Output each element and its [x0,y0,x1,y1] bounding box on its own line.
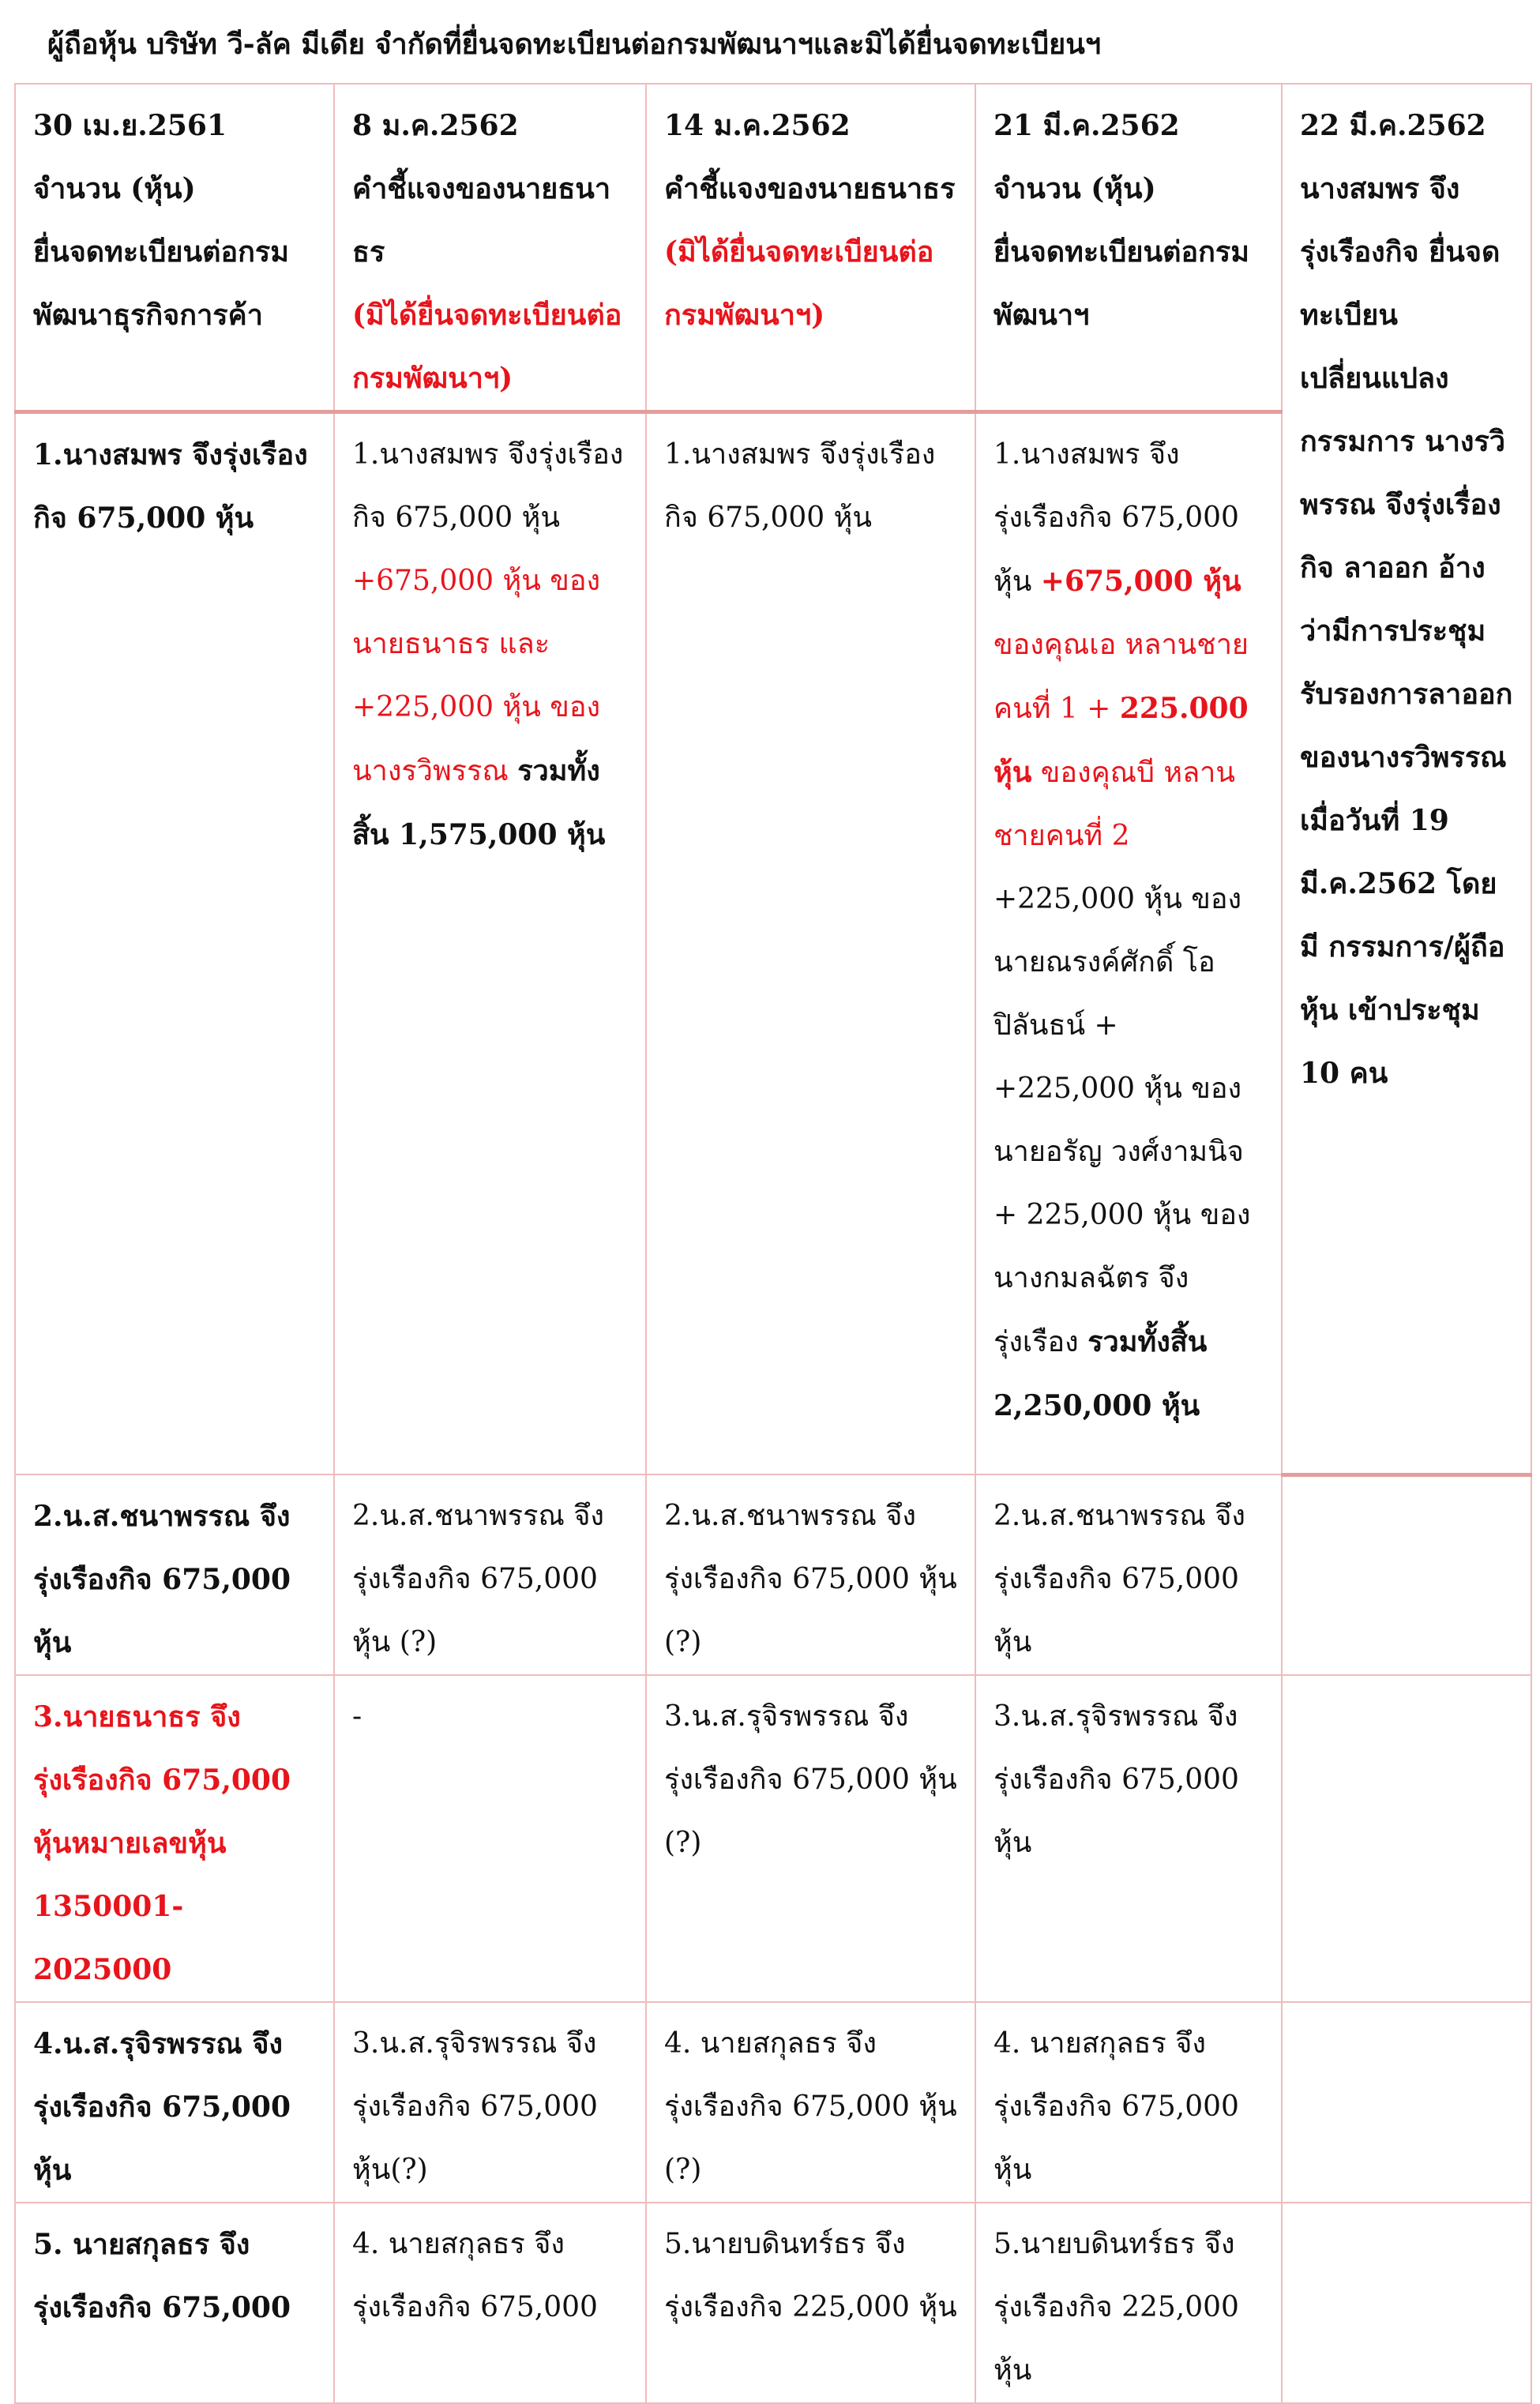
table-cell [975,412,1282,1475]
table-cell-empty [1282,1675,1531,2002]
header-date: 30 เม.ย.2561 [33,109,227,142]
header-cell-2562-03-21 [975,84,1282,412]
table-row [15,2002,1531,2203]
table-cell: 1.นางสมพร จึงรุ่งเรืองกิจ 675,000 หุ้น [15,412,334,1475]
header-sub: คำชี้แจงของนายธนาธร [352,172,611,269]
cell-text: +225,000 หุ้น ของนายณรงค์ศักดิ์ โอปิลันธน์ + +225,000 หุ้น ของนายอรัญ วงศ์งามนิจ + 225,000 หุ้น ของนางกมลฉัตร จึงรุ่งเรือง [993,883,1251,1358]
cell-text-highlight-bold: +675,000 หุ้น [1040,565,1241,598]
table-cell: 2.น.ส.ชนาพรรณ จึงรุ่งเรืองกิจ 675,000 หุ้น (?) [334,1474,646,1675]
header-date: 14 ม.ค.2562 [664,109,851,142]
table-cell-empty [1282,2002,1531,2203]
cell-text-highlight: ของคุณบี หลานชายคนที่ 2 [993,757,1235,852]
table-cell: 3.น.ส.รุจิรพรรณ จึงรุ่งเรืองกิจ 675,000 หุ้น(?) [334,2002,646,2203]
header-date: 8 ม.ค.2562 [352,109,519,142]
table-cell [334,412,646,1475]
table-cell: 3.น.ส.รุจิรพรรณ จึงรุ่งเรืองกิจ 675,000 หุ้น (?) [646,1675,975,2002]
header-row [15,84,1531,412]
cell-total: รวมทั้งสิ้น 2,250,000 หุ้น [993,1325,1208,1422]
header-desc: (มิได้ยื่นจดทะเบียนต่อกรมพัฒนาฯ) [352,299,622,395]
table-cell: 4. นายสกุลธร จึงรุ่งเรืองกิจ 675,000 หุ้น [975,2002,1282,2203]
table-cell: 5. นายสกุลธร จึงรุ่งเรืองกิจ 675,000 [15,2203,334,2403]
table-row [15,1675,1531,2002]
header-sub: จำนวน (หุ้น) [33,172,196,205]
table-row [15,1474,1531,1675]
table-cell: 4. นายสกุลธร จึงรุ่งเรืองกิจ 675,000 [334,2203,646,2403]
table-cell: 5.นายบดินทร์ธร จึงรุ่งเรืองกิจ 225,000 หุ้น [646,2203,975,2403]
header-cell-2561-04-30 [15,84,334,412]
table-cell: 1.นางสมพร จึงรุ่งเรืองกิจ 675,000 หุ้น [646,412,975,1475]
cell-text-highlight-bold: 225.000 หุ้น [993,692,1249,789]
cell-text-highlight: ของคุณเอ หลานชายคนที่ 1 + [993,629,1249,725]
table-cell: 2.น.ส.ชนาพรรณ จึงรุ่งเรืองกิจ 675,000 หุ้น [15,1474,334,1675]
cell-total: รวมทั้งสิ้น 1,575,000 หุ้น [352,754,606,851]
header-date: 21 มี.ค.2562 [993,109,1180,142]
header-desc: ยื่นจดทะเบียนต่อกรมพัฒนาธุรกิจการค้า [33,235,289,332]
shareholder-table [14,83,1532,2404]
table-cell-empty [1282,2203,1531,2403]
cell-text-highlight: +675,000 หุ้น ของนายธนาธร และ +225,000 หุ้น ของนางรวิพรรณ [352,565,601,787]
header-desc: (มิได้ยื่นจดทะเบียนต่อกรมพัฒนาฯ) [664,235,934,332]
header-cell-2562-01-14 [646,84,975,412]
cell-text: 1.นางสมพร จึงรุ่งเรืองกิจ 675,000 หุ้น [352,438,624,534]
table-cell: 3.นายธนาธร จึงรุ่งเรืองกิจ 675,000 หุ้นหมายเลขหุ้น 1350001-2025000 [15,1675,334,2002]
table-cell: 4. นายสกุลธร จึงรุ่งเรืองกิจ 675,000 หุ้น (?) [646,2002,975,2203]
table-cell: 2.น.ส.ชนาพรรณ จึงรุ่งเรืองกิจ 675,000 หุ้น (?) [646,1474,975,1675]
header-note: 22 มี.ค.2562 นางสมพร จึงรุ่งเรืองกิจ ยื่นจดทะเบียน เปลี่ยนแปลงกรรมการ นางรวิพรรณ จึงรุ่งเรื่องกิจ ลาออก อ้างว่ามีการประชุมรับรองการลาออก ของนางรวิพรรณ เมื่อวันที่ 19 มี.ค.2562 โดยมี กรรมการ/ผู้ถือหุ้น เข้าประชุม 10 คน [1300,109,1513,1090]
table-cell: 5.นายบดินทร์ธร จึงรุ่งเรืองกิจ 225,000 หุ้น [975,2203,1282,2403]
table-cell: 2.น.ส.ชนาพรรณ จึงรุ่งเรืองกิจ 675,000 หุ้น [975,1474,1282,1675]
header-sub: คำชี้แจงของนายธนาธร [664,172,956,205]
table-row [15,2203,1531,2403]
table-cell: - [334,1675,646,2002]
header-desc: ยื่นจดทะเบียนต่อกรมพัฒนาฯ [993,235,1249,332]
table-cell-empty [1282,1474,1531,1675]
table-cell: 4.น.ส.รุจิรพรรณ จึงรุ่งเรืองกิจ 675,000 หุ้น [15,2002,334,2203]
table-cell: 3.น.ส.รุจิรพรรณ จึงรุ่งเรืองกิจ 675,000 หุ้น [975,1675,1282,2002]
cell-text: 1.นางสมพร จึงรุ่งเรืองกิจ 675,000 หุ้น [993,438,1239,598]
header-sub: จำนวน (หุ้น) [993,172,1156,205]
page-title: ผู้ถือหุ้น บริษัท วี-ลัค มีเดีย จำกัดที่ยื่นจดทะเบียนต่อกรมพัฒนาฯและมิได้ยื่นจดทะเบียนฯ [47,28,1102,61]
header-cell-2562-03-22 [1282,84,1531,1474]
header-cell-2562-01-08 [334,84,646,412]
